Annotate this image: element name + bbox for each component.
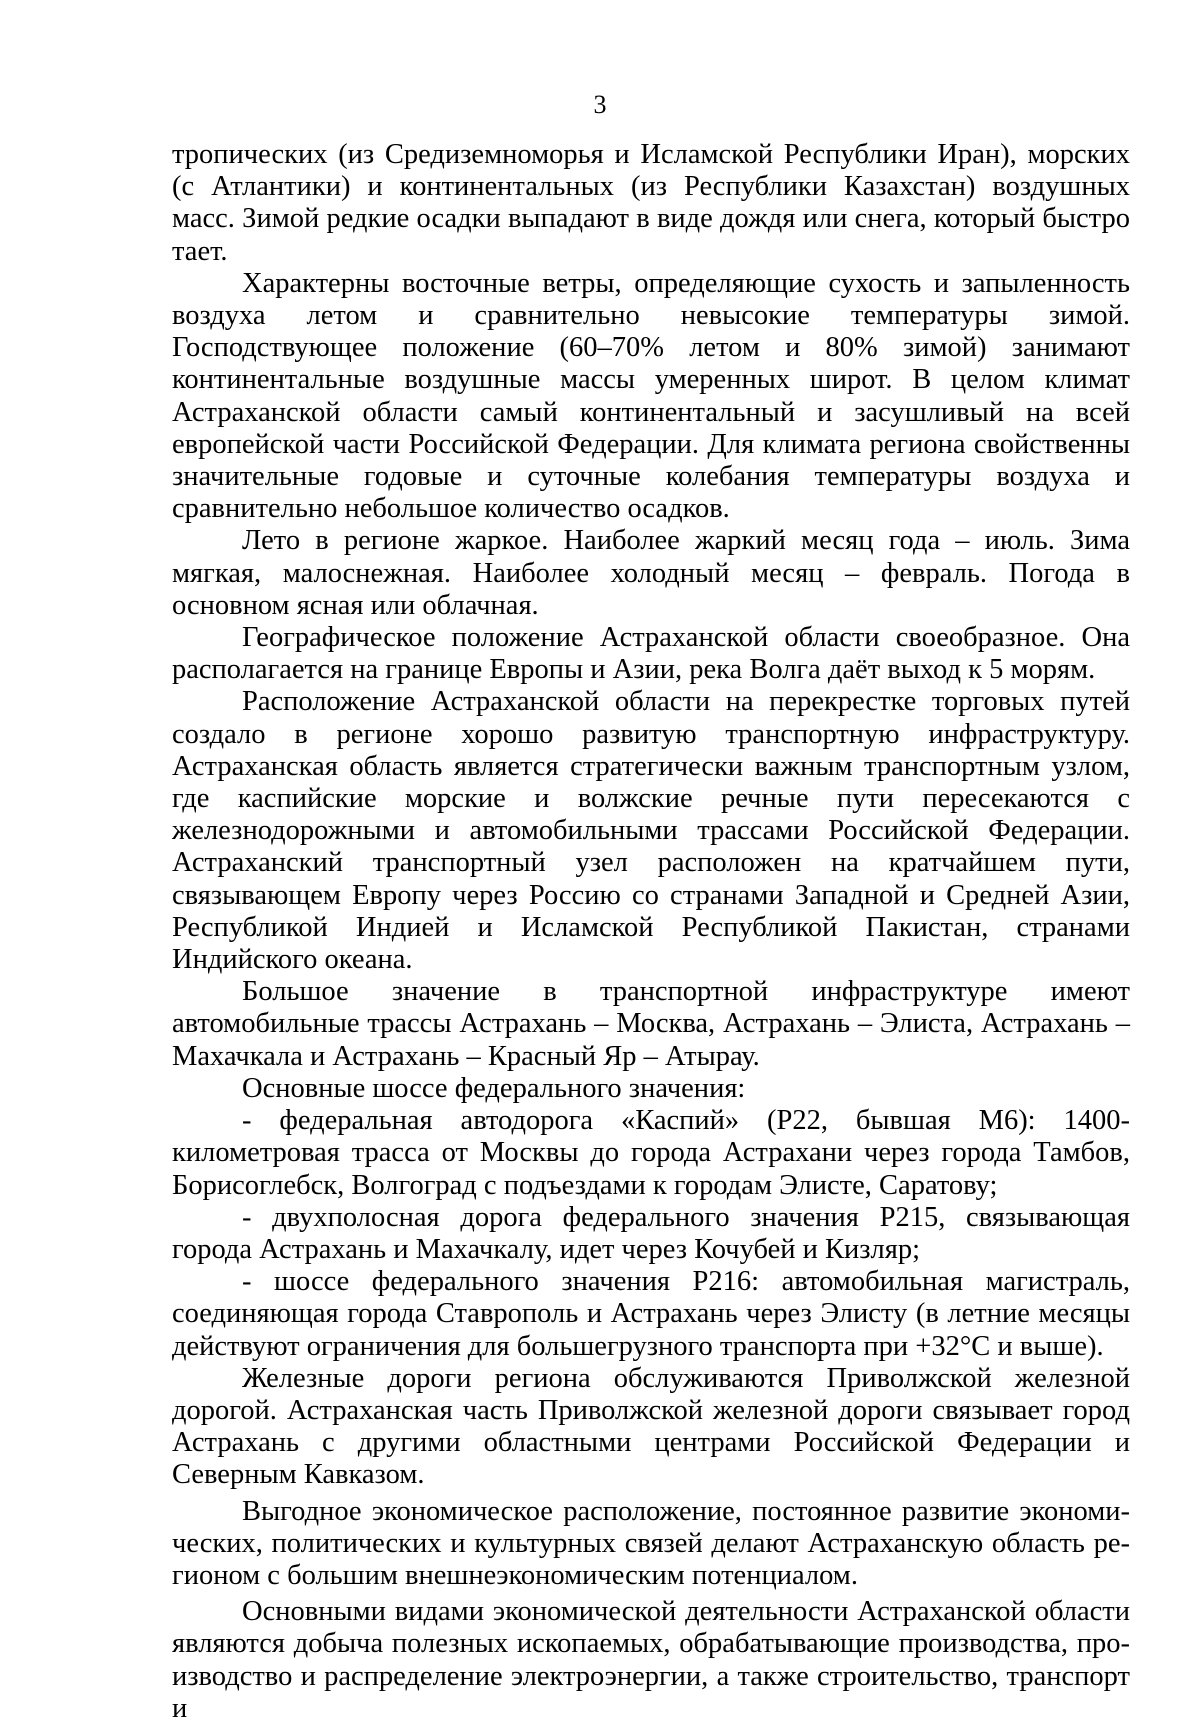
list-item-2: - двухполосная дорога федерального значения Р215, связывающая города Астрахань и Махачкалу, идет через Кочубей и Кизляр; xyxy=(172,1201,1130,1265)
paragraph-8: Железные дороги региона обслуживаются Приволжской железной дорогой. Астраханская часть Приволжской железной дороги связывает город Астрахань с другими областными центрами Российской Федерации и Северным Кавказом. xyxy=(172,1362,1130,1491)
paragraph-6: Большое значение в транспортной инфраструктуре имеют автомобильные трассы Астрахань – Москва, Астрахань – Элиста, Астрахань – Махачкала и Астрахань – Красный Яр – Атырау. xyxy=(172,976,1130,1072)
paragraph-1: тропических (из Средиземноморья и Исламской Республики Иран), морских (с Атлантики) и континентальных (из Республики Казахстан) воздушных масс. Зимой редкие осадки выпадают в виде дождя или снега, который быстро тает. xyxy=(172,139,1130,267)
body-text xyxy=(172,139,1130,1725)
paragraph-7: Основные шоссе федерального значения: xyxy=(242,1072,746,1104)
paragraph-2: Характерны восточные ветры, определяющие сухость и запыленность воздуха летом и сравнительно невысокие температуры зимой. Господствующее положение (60–70% летом и 80% зимой) занимают континентальные воздушные массы умеренных широт. В целом климат Астраханской области самый континентальный и засушливый на всей европейской части Российской Федерации. Для климата региона свойственны значительные годовые и суточные колебания температуры воздуха и сравнительно небольшое количество осадков. xyxy=(172,267,1130,525)
list-item-1: - федеральная автодорога «Каспий» (Р22, бывшая М6): 1400-километровая трасса от Москвы до города Астрахани через города Тамбов, Борисоглебск, Волгоград с подъездами к городам Элисте, Саратову; xyxy=(172,1105,1130,1201)
paragraph-9: Выгодное экономическое расположение, постоянное развитие экономических, политических и культурных связей делают Астраханскую область регионом с большим внешнеэкономическим потенциалом. xyxy=(172,1495,1130,1591)
paragraph-4: Географическое положение Астраханской области своеобразное. Она располагается на границе Европы и Азии, река Волга даёт выход к 5 морям. xyxy=(172,622,1130,686)
paragraph-3: Лето в регионе жаркое. Наиболее жаркий месяц года – июль. Зима мягкая, малоснежная. Наиболее холодный месяц – февраль. Погода в основном ясная или облачная. xyxy=(172,525,1130,621)
paragraph-10: Основными видами экономической деятельности Астраханской области являются добыча полезных ископаемых, обрабатывающие производства, производство и распределение электроэнергии, а также строительство, транспорт и xyxy=(172,1596,1130,1724)
page-number: 3 xyxy=(593,90,607,119)
paragraph-5: Расположение Астраханской области на перекрестке торговых путей создало в регионе хорошо развитую транспортную инфраструктуру. Астраханская область является стратегически важным транспортным узлом, где каспийские морские и волжские речные пути пересекаются с железнодорожными и автомобильными трассами Российской Федерации. Астраханский транспортный узел расположен на кратчайшем пути, связывающем Европу через Россию со странами Западной и Средней Азии, Республикой Индией и Исламской Республикой Пакистан, странами Индийского океана. xyxy=(172,686,1130,976)
list-item-3: - шоссе федерального значения Р216: автомобильная магистраль, соединяющая города Ставрополь и Астрахань через Элисту (в летние месяцы действуют ограничения для большегрузного транспорта при +32°C и выше). xyxy=(172,1266,1130,1362)
